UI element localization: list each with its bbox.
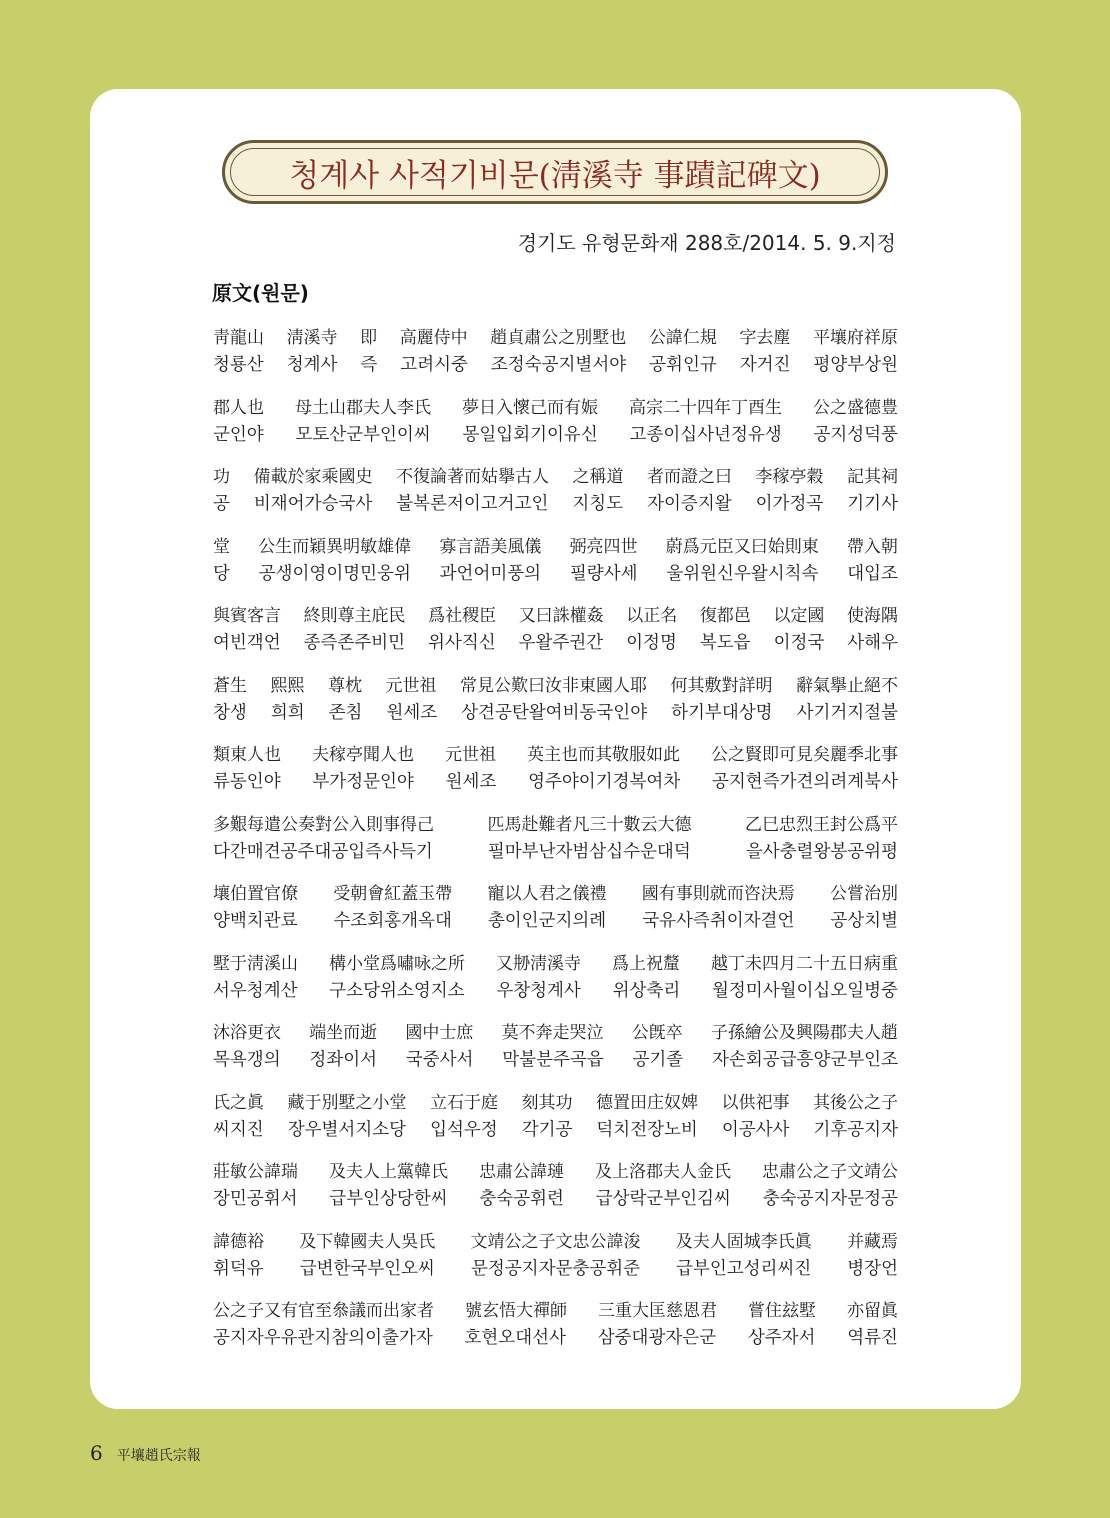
hangul-phrase: 국유사즉취이자결언	[642, 911, 795, 931]
hanja-phrase: 夢日入懷己而有娠	[462, 397, 598, 418]
hanja-phrase: 國有事則就而咨決焉	[641, 884, 795, 904]
hangul-phrase: 우창청계사	[496, 980, 581, 1001]
hanja-phrase: 莫不奔走哭泣	[501, 1023, 604, 1043]
hanja-phrase: 多艱每遣公奏對公入則事得己	[213, 814, 434, 835]
hangul-phrase: 조정숙공지별서야	[490, 355, 627, 375]
hangul-phrase: 몽일입회기이유신	[462, 424, 598, 445]
hanja-phrase: 郡人也	[213, 397, 264, 418]
hanja-phrase: 夫稼亭聞人也	[312, 745, 414, 765]
hanja-phrase: 公諱仁規	[648, 328, 717, 348]
hangul-phrase: 역류진	[847, 1328, 898, 1348]
hangul-phrase: 지칭도	[572, 494, 624, 514]
hangul-phrase: 공생이영이명민웅위	[258, 563, 411, 584]
text-line-pair	[213, 325, 898, 395]
hanja-phrase: 者而證之曰	[647, 467, 732, 487]
hangul-line	[213, 352, 898, 379]
hangul-line	[213, 491, 898, 518]
hanja-phrase: 以定國	[773, 606, 825, 626]
hangul-phrase: 월정미사월이십오일병중	[712, 980, 898, 1001]
hanja-phrase: 尊枕	[328, 675, 362, 696]
hangul-phrase: 희희	[270, 702, 305, 723]
text-line-pair	[213, 1229, 898, 1299]
hangul-phrase: 창생	[213, 702, 247, 723]
hanja-phrase: 德置田庄奴婢	[596, 1092, 698, 1113]
hangul-phrase: 평양부상원	[813, 355, 898, 375]
hanja-phrase: 文靖公之子文忠公諱浚	[470, 1231, 641, 1252]
hangul-phrase: 막불분주곡읍	[502, 1050, 604, 1070]
hangul-phrase: 이정명	[626, 633, 677, 653]
hanja-phrase: 子孫繪公及興陽郡夫人趙	[710, 1023, 898, 1043]
hangul-phrase: 기후공지자	[813, 1119, 898, 1140]
hanja-phrase: 國中士庶	[405, 1023, 474, 1043]
hanja-phrase: 公之賢即可見矣麗季北事	[711, 745, 898, 765]
page-number: 6	[90, 1441, 103, 1465]
hanja-phrase: 元世祖	[385, 675, 437, 696]
hangul-phrase: 공	[213, 494, 230, 514]
hanja-phrase: 及夫人上黨韓氏	[329, 1162, 448, 1182]
hanja-line	[213, 673, 898, 700]
hanja-phrase: 刻其功	[521, 1092, 573, 1113]
hangul-phrase: 사기거지절불	[796, 702, 898, 723]
hanja-phrase: 平壤府祥原	[812, 328, 898, 348]
hanja-phrase: 堂	[213, 536, 230, 557]
hangul-phrase: 양백치관료	[213, 911, 298, 931]
hangul-phrase: 사해우	[847, 633, 898, 653]
hangul-phrase: 각기공	[521, 1119, 573, 1140]
hanja-phrase: 復都邑	[699, 606, 751, 626]
hangul-phrase: 하기부대상명	[671, 702, 773, 723]
hangul-phrase: 영주야이기경복여차	[528, 772, 681, 792]
hangul-line	[213, 1047, 898, 1074]
hanja-phrase: 常見公歎曰汝非東國人耶	[460, 675, 647, 696]
hanja-line	[213, 603, 898, 630]
hanja-line	[213, 1090, 898, 1117]
hanja-phrase: 元世祖	[445, 745, 496, 765]
hanja-line	[213, 881, 898, 908]
hangul-phrase: 당	[213, 563, 230, 584]
text-line-pair	[213, 1020, 898, 1090]
hanja-phrase: 沐浴更衣	[213, 1023, 281, 1043]
hanja-phrase: 靑龍山	[213, 328, 264, 348]
hangul-line	[213, 561, 898, 588]
hangul-phrase: 상견공탄왈여비동국인야	[461, 702, 648, 723]
hangul-phrase: 류동인야	[213, 772, 281, 792]
hangul-phrase: 휘덕유	[213, 1258, 264, 1279]
hangul-phrase: 자거진	[739, 355, 791, 375]
hangul-phrase: 청계사	[286, 355, 338, 375]
hangul-phrase: 급부인고성리씨진	[676, 1258, 812, 1279]
hangul-phrase: 을사충렬왕봉공위평	[745, 841, 898, 862]
hangul-phrase: 종즉존주비민	[303, 633, 406, 653]
hanja-phrase: 三重大匡慈恩君	[598, 1301, 717, 1321]
title-frame	[222, 140, 888, 204]
hangul-phrase: 공휘인규	[649, 355, 717, 375]
hanja-phrase: 又刱淸溪寺	[496, 953, 581, 974]
hanja-line	[213, 1020, 898, 1047]
hangul-phrase: 이공사사	[721, 1119, 790, 1140]
hangul-phrase: 즉	[360, 355, 378, 375]
hanja-phrase: 爲社稷臣	[428, 606, 497, 626]
hangul-phrase: 기기사	[847, 494, 898, 514]
hangul-phrase: 국중사서	[405, 1050, 474, 1070]
hangul-phrase: 고종이십사년정유생	[629, 424, 782, 445]
hanja-line	[213, 325, 898, 352]
hangul-phrase: 문정공지자문충공휘준	[470, 1258, 641, 1279]
text-line-pair	[213, 395, 898, 465]
hanja-phrase: 字去塵	[739, 328, 791, 348]
hangul-line	[213, 1325, 898, 1352]
hanja-phrase: 弼亮四世	[569, 536, 638, 557]
hangul-phrase: 급상락군부인김씨	[595, 1189, 731, 1209]
text-line-pair	[213, 603, 898, 673]
hangul-phrase: 총이인군지의례	[487, 911, 607, 931]
hanja-phrase: 帶入朝	[846, 536, 898, 557]
hangul-phrase: 여빈객언	[213, 633, 281, 653]
hanja-phrase: 藏于別墅之小堂	[287, 1092, 407, 1113]
hanja-line	[213, 534, 898, 561]
hangul-phrase: 복도읍	[699, 633, 751, 653]
hanja-phrase: 熙熙	[270, 675, 305, 696]
hangul-phrase: 공지자우유관지참의이출가자	[213, 1328, 433, 1348]
hanja-phrase: 越丁未四月二十五日病重	[711, 953, 898, 974]
hangul-phrase: 청룡산	[213, 355, 264, 375]
hanja-phrase: 爲上祝釐	[612, 953, 680, 974]
hanja-phrase: 與賓客言	[213, 606, 281, 626]
hanja-phrase: 功	[213, 467, 230, 487]
hangul-phrase: 급부인상당한씨	[329, 1189, 448, 1209]
hangul-line	[213, 700, 898, 727]
hangul-line	[213, 1117, 898, 1144]
hanja-phrase: 高麗侍中	[399, 328, 468, 348]
hangul-phrase: 구소당위소영지소	[329, 980, 465, 1001]
hangul-phrase: 충숙공휘련	[479, 1189, 564, 1209]
hanja-line	[213, 742, 898, 769]
hanja-phrase: 辭氣擧止絕不	[796, 675, 898, 696]
hanja-phrase: 立石于庭	[430, 1092, 498, 1113]
text-line-pair	[213, 812, 898, 882]
hanja-phrase: 母土山郡夫人李氏	[295, 397, 431, 418]
hanja-phrase: 及下韓國夫人吳氏	[299, 1231, 436, 1252]
hangul-phrase: 이정국	[773, 633, 825, 653]
hangul-phrase: 위상축리	[612, 980, 681, 1001]
original-text-block	[213, 325, 898, 1368]
hanja-line	[213, 1298, 898, 1325]
hanja-line	[213, 464, 898, 491]
hanja-phrase: 諱德裕	[213, 1231, 264, 1252]
hanja-phrase: 匹馬赴難者凡三十數云大德	[487, 814, 692, 835]
hanja-phrase: 英主也而其敬服如此	[527, 745, 680, 765]
hangul-line	[213, 630, 898, 657]
hanja-phrase: 及夫人固城李氏眞	[675, 1231, 812, 1252]
hangul-phrase: 자손회공급흥양군부인조	[712, 1050, 898, 1070]
text-line-pair	[213, 673, 898, 743]
text-line-pair	[213, 742, 898, 812]
hangul-phrase: 불복론저이고거고인	[396, 494, 549, 514]
hanja-phrase: 號玄悟大禪師	[465, 1301, 567, 1321]
hanja-phrase: 公嘗治別	[830, 884, 898, 904]
hanja-phrase: 公之子又有官至叅議而出家者	[213, 1301, 434, 1321]
hanja-phrase: 以正名	[626, 606, 678, 626]
hangul-phrase: 장우별서지소당	[287, 1119, 407, 1140]
hanja-phrase: 淸溪寺	[286, 328, 338, 348]
hangul-phrase: 원세조	[445, 772, 497, 792]
hangul-phrase: 병장언	[847, 1258, 898, 1279]
hanja-phrase: 記其祠	[847, 467, 898, 487]
hangul-phrase: 군인야	[213, 424, 264, 445]
hangul-phrase: 자이증지왈	[647, 494, 732, 514]
hanja-phrase: 公之盛德豊	[813, 397, 898, 418]
hanja-phrase: 公生而穎異明敏雄偉	[258, 536, 412, 557]
hangul-phrase: 모토산군부인이씨	[295, 424, 431, 445]
page-footer	[90, 1441, 201, 1465]
hanja-phrase: 忠肅公諱璉	[479, 1162, 564, 1182]
hanja-phrase: 乙巳忠烈王封公爲平	[745, 814, 898, 835]
text-line-pair	[213, 1159, 898, 1229]
hangul-line	[213, 978, 898, 1005]
hangul-phrase: 공지성덕풍	[813, 424, 898, 445]
hangul-phrase: 필마부난자범삼십수운대덕	[487, 841, 691, 862]
hanja-phrase: 亦留眞	[847, 1301, 898, 1321]
hangul-phrase: 상주자서	[747, 1328, 816, 1348]
text-line-pair	[213, 464, 898, 534]
text-line-pair	[213, 534, 898, 604]
hangul-phrase: 비재어가승국사	[253, 494, 373, 514]
hangul-line	[213, 908, 898, 935]
hangul-phrase: 공상치별	[830, 911, 898, 931]
hanja-phrase: 莊敏公諱瑞	[213, 1162, 298, 1182]
hanja-phrase: 受朝會紅蓋玉帶	[333, 884, 453, 904]
hanja-phrase: 以供祀事	[721, 1092, 790, 1113]
hanja-phrase: 嘗住玆墅	[748, 1301, 816, 1321]
page-title: 청계사 사적기비문(淸溪寺 事蹟記碑文)	[289, 157, 821, 194]
hanja-phrase: 趙貞肅公之別墅也	[490, 328, 627, 348]
hangul-line	[213, 1256, 898, 1283]
hangul-phrase: 위사직신	[428, 633, 496, 653]
hanja-phrase: 構小堂爲嘯咏之所	[329, 953, 465, 974]
hangul-phrase: 씨지진	[213, 1119, 264, 1140]
hanja-phrase: 蔚爲元臣又曰始則東	[665, 536, 819, 557]
hangul-phrase: 덕치전장노비	[596, 1119, 698, 1140]
text-line-pair	[213, 1090, 898, 1160]
hanja-phrase: 備載於家乘國史	[253, 467, 373, 487]
hanja-line	[213, 951, 898, 978]
hanja-phrase: 類東人也	[213, 745, 281, 765]
hanja-phrase: 蒼生	[213, 675, 247, 696]
hanja-phrase: 李稼亭穀	[755, 467, 824, 487]
hangul-phrase: 입석우정	[430, 1119, 498, 1140]
hangul-phrase: 서우청계산	[213, 980, 298, 1001]
hanja-phrase: 氏之眞	[213, 1092, 264, 1113]
hangul-phrase: 충숙공지자문정공	[762, 1189, 898, 1209]
hangul-phrase: 호현오대선사	[464, 1328, 566, 1348]
hanja-phrase: 并藏焉	[847, 1231, 898, 1252]
hangul-phrase: 정좌이서	[309, 1050, 378, 1070]
hangul-phrase: 필량사세	[569, 563, 638, 584]
hanja-phrase: 端坐而逝	[309, 1023, 378, 1043]
hangul-phrase: 존침	[328, 702, 363, 723]
hangul-phrase: 과언어미풍의	[439, 563, 542, 584]
hanja-phrase: 不復論著而姑擧古人	[396, 467, 549, 487]
hangul-phrase: 공지현즉가견의려계북사	[712, 772, 898, 792]
section-title: 原文(원문)	[212, 281, 309, 305]
hangul-phrase: 이가정곡	[755, 494, 824, 514]
hanja-line	[213, 812, 898, 839]
hanja-phrase: 即	[360, 328, 378, 348]
hangul-line	[213, 769, 898, 796]
hangul-phrase: 다간매견공주대공입즉사득기	[213, 841, 433, 862]
hanja-phrase: 忠肅公之子文靖公	[762, 1162, 898, 1182]
hangul-phrase: 목욕갱의	[213, 1050, 281, 1070]
hanja-phrase: 終則尊主庇民	[303, 606, 406, 626]
hanja-line	[213, 1229, 898, 1256]
hangul-phrase: 고려시중	[400, 355, 468, 375]
hanja-phrase: 及上洛郡夫人金氏	[595, 1162, 731, 1182]
hanja-phrase: 又曰誅權姦	[518, 606, 604, 626]
hanja-phrase: 高宗二十四年丁酉生	[629, 397, 782, 418]
hangul-phrase: 울위원신우왈시칙속	[666, 563, 819, 584]
hangul-phrase: 삼중대광자은군	[597, 1328, 717, 1348]
hanja-phrase: 之稱道	[572, 467, 624, 487]
hangul-line	[213, 1186, 898, 1213]
hanja-phrase: 墅于淸溪山	[213, 953, 298, 974]
hangul-phrase: 부가정문인야	[312, 772, 414, 792]
hangul-phrase: 대입조	[847, 563, 898, 584]
text-line-pair	[213, 881, 898, 951]
hangul-phrase: 수조회홍개옥대	[333, 911, 452, 931]
hangul-phrase: 원세조	[386, 702, 438, 723]
hanja-line	[213, 1159, 898, 1186]
publication-name: 平壤趙氏宗報	[116, 1448, 201, 1464]
hangul-line	[213, 839, 898, 866]
hangul-phrase: 우왈주권간	[518, 633, 604, 653]
hanja-phrase: 寡言語美風儀	[439, 536, 542, 557]
text-line-pair	[213, 1298, 898, 1368]
hanja-phrase: 其後公之子	[813, 1092, 898, 1113]
designation-note: 경기도 유형문화재 288호/2014. 5. 9.지정	[517, 231, 896, 255]
hanja-phrase: 使海隅	[846, 606, 898, 626]
hangul-line	[213, 422, 898, 449]
hangul-phrase: 공기졸	[632, 1050, 684, 1070]
hanja-phrase: 寵以人君之儀禮	[487, 884, 607, 904]
hangul-phrase: 장민공휘서	[213, 1189, 298, 1209]
text-line-pair	[213, 951, 898, 1021]
hanja-phrase: 壤伯置官僚	[213, 884, 298, 904]
hanja-line	[213, 395, 898, 422]
hanja-phrase: 何其敷對詳明	[670, 675, 773, 696]
hanja-phrase: 公旣卒	[631, 1023, 683, 1043]
hangul-phrase: 급변한국부인오씨	[299, 1258, 435, 1279]
